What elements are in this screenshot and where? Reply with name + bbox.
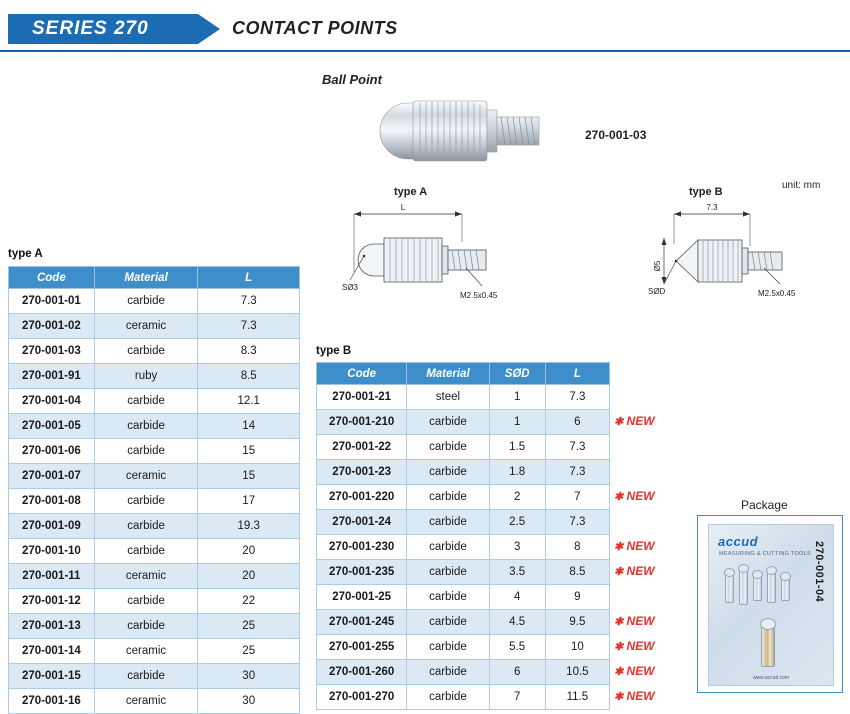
cell-length: 14 <box>198 414 300 439</box>
column-header-material: Material <box>94 267 198 289</box>
cell-material: carbide <box>407 510 489 535</box>
cell-length: 12.1 <box>198 389 300 414</box>
cell-length: 9.5 <box>545 610 609 635</box>
cell-code: 270-001-03 <box>9 339 95 364</box>
cell-length: 19.3 <box>198 514 300 539</box>
table-row <box>9 289 300 314</box>
cell-code: 270-001-255 <box>317 635 407 660</box>
cell-length: 8.3 <box>198 339 300 364</box>
cell-code: 270-001-270 <box>317 685 407 710</box>
type-b-table-caption: type B <box>316 345 352 357</box>
table-row <box>317 385 610 410</box>
series-badge-label: SERIES 270 <box>32 18 149 39</box>
cell-length: 11.5 <box>545 685 609 710</box>
cell-sod: 5.5 <box>489 635 545 660</box>
header-divider <box>0 50 850 52</box>
cell-material: ceramic <box>94 464 198 489</box>
cell-material: carbide <box>407 535 489 560</box>
dim-thread-b: M2.5x0.45 <box>758 289 796 298</box>
package-caption: Package <box>741 498 788 512</box>
cell-material: carbide <box>94 489 198 514</box>
column-header-l: L <box>198 267 300 289</box>
table-row <box>317 610 610 635</box>
table-row <box>9 514 300 539</box>
new-badge-placeholder <box>614 584 694 609</box>
hero-part-code: 270-001-03 <box>585 128 647 142</box>
new-badge: ✱ NEW <box>614 614 655 628</box>
cell-code: 270-001-13 <box>9 614 95 639</box>
column-header-code: Code <box>317 363 407 385</box>
cell-material: carbide <box>407 435 489 460</box>
cell-sod: 2.5 <box>489 510 545 535</box>
cell-code: 270-001-235 <box>317 560 407 585</box>
cell-code: 270-001-11 <box>9 564 95 589</box>
table-row <box>9 564 300 589</box>
cell-length: 7 <box>545 485 609 510</box>
new-badge: ✱ NEW <box>614 489 655 503</box>
cell-length: 30 <box>198 689 300 714</box>
cell-material: ruby <box>94 364 198 389</box>
table-row <box>9 664 300 689</box>
cell-length: 8.5 <box>198 364 300 389</box>
page-header <box>0 0 850 52</box>
figure-label-type-a: type A <box>394 186 428 198</box>
package-pin-tip <box>738 564 749 573</box>
new-badge-placeholder <box>614 459 694 484</box>
cell-code: 270-001-22 <box>317 435 407 460</box>
cell-code: 270-001-21 <box>317 385 407 410</box>
cell-length: 7.3 <box>198 289 300 314</box>
cell-material: carbide <box>407 485 489 510</box>
table-row <box>9 689 300 714</box>
new-badge: ✱ NEW <box>614 664 655 678</box>
cell-material: ceramic <box>94 314 198 339</box>
cell-length: 8.5 <box>545 560 609 585</box>
page-title: CONTACT POINTS <box>232 18 398 38</box>
table-row <box>9 539 300 564</box>
new-badge: ✱ NEW <box>614 539 655 553</box>
cell-material: carbide <box>407 460 489 485</box>
cell-length: 8 <box>545 535 609 560</box>
package-website: www.accud.com <box>752 675 790 681</box>
cell-code: 270-001-16 <box>9 689 95 714</box>
column-header-sod: SØD <box>489 363 545 385</box>
cell-code: 270-001-25 <box>317 585 407 610</box>
cell-sod: 1.8 <box>489 460 545 485</box>
cell-length: 17 <box>198 489 300 514</box>
cell-material: carbide <box>94 289 198 314</box>
column-header-code: Code <box>9 267 95 289</box>
cell-code: 270-001-230 <box>317 535 407 560</box>
hero-contact-point-illustration <box>360 86 580 176</box>
table-row <box>317 635 610 660</box>
blister-pack <box>708 524 834 686</box>
table-row <box>317 460 610 485</box>
cell-length: 7.3 <box>545 510 609 535</box>
cell-material: carbide <box>94 664 198 689</box>
table-row <box>9 439 300 464</box>
cell-code: 270-001-15 <box>9 664 95 689</box>
cell-length: 7.3 <box>545 435 609 460</box>
cell-material: carbide <box>94 589 198 614</box>
cell-length: 30 <box>198 664 300 689</box>
dim-dia-b: Ø5 <box>653 260 662 272</box>
table-row <box>317 685 610 710</box>
package-pin <box>725 573 734 603</box>
cell-material: carbide <box>94 514 198 539</box>
cell-length: 10.5 <box>545 660 609 685</box>
dim-thread-a: M2.5x0.45 <box>460 291 498 300</box>
cell-code: 270-001-91 <box>9 364 95 389</box>
table-row <box>317 410 610 435</box>
cell-sod: 4 <box>489 585 545 610</box>
cell-code: 270-001-07 <box>9 464 95 489</box>
new-badge-column <box>614 362 694 709</box>
cell-length: 25 <box>198 639 300 664</box>
cell-material: carbide <box>94 539 198 564</box>
package-pin <box>767 571 776 603</box>
cell-length: 7.3 <box>545 460 609 485</box>
cell-length: 25 <box>198 614 300 639</box>
cell-code: 270-001-220 <box>317 485 407 510</box>
table-row <box>317 660 610 685</box>
cell-code: 270-001-260 <box>317 660 407 685</box>
cell-sod: 3.5 <box>489 560 545 585</box>
table-row <box>9 339 300 364</box>
table-row <box>9 414 300 439</box>
cell-sod: 7 <box>489 685 545 710</box>
unit-label: unit: mm <box>782 180 821 191</box>
cell-length: 6 <box>545 410 609 435</box>
cell-code: 270-001-08 <box>9 489 95 514</box>
cell-sod: 1 <box>489 385 545 410</box>
table-header-row <box>9 267 300 289</box>
cell-material: carbide <box>407 635 489 660</box>
new-badge-placeholder <box>614 509 694 534</box>
cell-material: ceramic <box>94 639 198 664</box>
new-badge: ✱ NEW <box>614 564 655 578</box>
table-header-row <box>317 363 610 385</box>
cell-material: carbide <box>94 614 198 639</box>
package-pin-tip <box>752 570 763 579</box>
type-a-spec-table <box>8 266 300 714</box>
cell-length: 20 <box>198 539 300 564</box>
cell-code: 270-001-24 <box>317 510 407 535</box>
table-row <box>9 364 300 389</box>
cell-code: 270-001-02 <box>9 314 95 339</box>
cell-code: 270-001-10 <box>9 539 95 564</box>
package-featured-part <box>761 625 775 667</box>
new-badge: ✱ NEW <box>614 414 655 428</box>
type-a-table-caption: type A <box>8 248 43 260</box>
package-pin-tip <box>724 568 735 577</box>
cell-material: carbide <box>94 389 198 414</box>
table-row <box>317 485 610 510</box>
dim-length-b: 7.3 <box>706 203 718 212</box>
cell-material: carbide <box>407 560 489 585</box>
table-row <box>317 435 610 460</box>
table-row <box>317 585 610 610</box>
package-part-code: 270-001-04 <box>813 541 825 603</box>
new-badge: ✱ NEW <box>614 639 655 653</box>
type-b-technical-drawing <box>640 198 840 308</box>
ball-point-heading: Ball Point <box>322 72 382 87</box>
cell-sod: 1 <box>489 410 545 435</box>
cell-code: 270-001-210 <box>317 410 407 435</box>
new-badge-placeholder <box>614 384 694 409</box>
new-badge: ✱ NEW <box>614 689 655 703</box>
dim-sphere-a: SØ3 <box>342 283 359 292</box>
cell-material: carbide <box>94 414 198 439</box>
cell-length: 15 <box>198 464 300 489</box>
table-row <box>9 639 300 664</box>
type-b-spec-table <box>316 362 610 710</box>
cell-length: 22 <box>198 589 300 614</box>
series-badge <box>8 14 198 44</box>
cell-length: 15 <box>198 439 300 464</box>
table-row <box>9 314 300 339</box>
table-row <box>9 389 300 414</box>
table-row <box>317 560 610 585</box>
column-header-l: L <box>545 363 609 385</box>
cell-material: ceramic <box>94 689 198 714</box>
cell-material: carbide <box>94 439 198 464</box>
cell-sod: 4.5 <box>489 610 545 635</box>
package-photo-frame <box>697 515 843 693</box>
cell-material: carbide <box>407 685 489 710</box>
cell-material: steel <box>407 385 489 410</box>
cell-code: 270-001-09 <box>9 514 95 539</box>
figure-label-type-b: type B <box>689 186 723 198</box>
package-pin <box>739 569 748 605</box>
cell-material: ceramic <box>94 564 198 589</box>
cell-length: 20 <box>198 564 300 589</box>
table-row <box>317 510 610 535</box>
cell-code: 270-001-245 <box>317 610 407 635</box>
package-pin-tip <box>780 572 791 581</box>
package-featured-part-tip <box>760 618 776 630</box>
cell-material: carbide <box>94 339 198 364</box>
cell-material: carbide <box>407 585 489 610</box>
brand-tagline: MEASURING & CUTTING TOOLS <box>719 551 811 557</box>
cell-sod: 2 <box>489 485 545 510</box>
table-row <box>9 589 300 614</box>
cell-code: 270-001-12 <box>9 589 95 614</box>
cell-code: 270-001-06 <box>9 439 95 464</box>
cell-material: carbide <box>407 660 489 685</box>
cell-material: carbide <box>407 410 489 435</box>
new-badge-placeholder <box>614 434 694 459</box>
cell-code: 270-001-05 <box>9 414 95 439</box>
brand-logo: accud <box>718 534 759 549</box>
table-row <box>9 464 300 489</box>
cell-length: 7.3 <box>198 314 300 339</box>
cell-code: 270-001-04 <box>9 389 95 414</box>
table-row <box>9 614 300 639</box>
cell-material: carbide <box>407 610 489 635</box>
svg-text:L: L <box>400 203 406 212</box>
cell-sod: 6 <box>489 660 545 685</box>
cell-code: 270-001-14 <box>9 639 95 664</box>
table-row <box>9 489 300 514</box>
cell-length: 7.3 <box>545 385 609 410</box>
cell-length: 10 <box>545 635 609 660</box>
cell-sod: 1.5 <box>489 435 545 460</box>
cell-code: 270-001-01 <box>9 289 95 314</box>
type-a-technical-drawing <box>340 198 570 308</box>
column-header-material: Material <box>407 363 489 385</box>
cell-code: 270-001-23 <box>317 460 407 485</box>
cell-sod: 3 <box>489 535 545 560</box>
package-pin-tip <box>766 566 777 575</box>
cell-length: 9 <box>545 585 609 610</box>
table-row <box>317 535 610 560</box>
dim-sod-b: SØD <box>648 287 666 296</box>
series-badge-arrow <box>198 14 220 44</box>
